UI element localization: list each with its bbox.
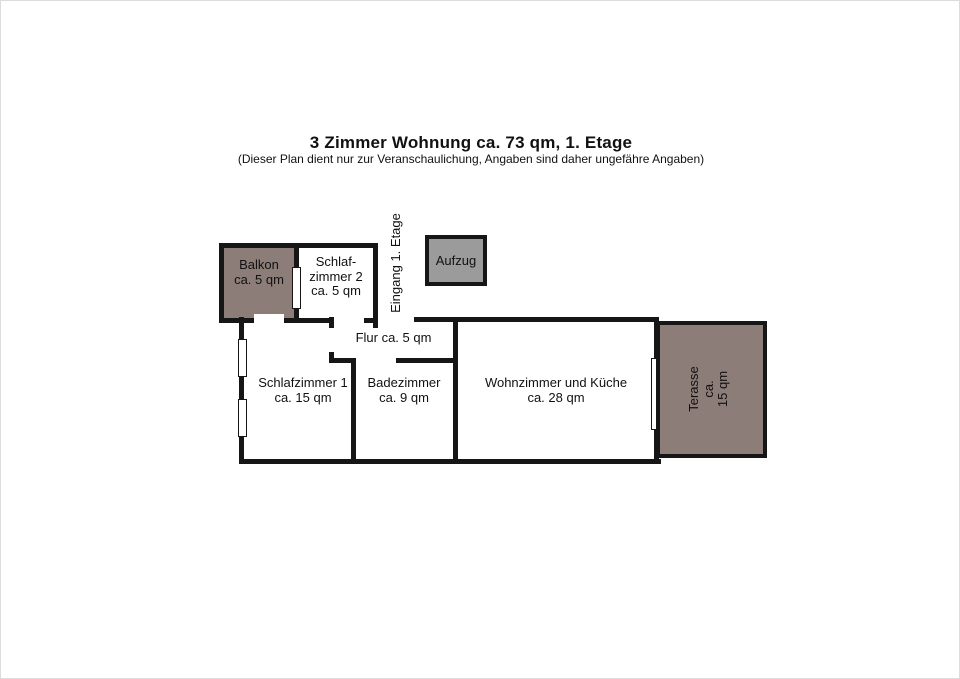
terasse-label: Terasse ca. 15 qm [686, 366, 731, 412]
window-schlafzimmer1-upper [238, 339, 247, 377]
eingang-label: Eingang 1. Etage [388, 213, 403, 313]
page-subtitle: (Dieser Plan dient nur zur Veranschaulichung, Angaben sind daher ungefähre Angaben) [237, 152, 705, 166]
page-title: 3 Zimmer Wohnung ca. 73 qm, 1. Etage [309, 133, 633, 152]
flur-label: Flur ca. 5 qm [355, 330, 432, 345]
wall-flur-bottom-b [396, 358, 454, 363]
wall-top-right [414, 317, 659, 322]
wall-outer-bottom [239, 459, 661, 464]
aufzug-label: Aufzug [435, 253, 477, 268]
schlafzimmer2-label: Schlaf- zimmer 2 ca. 5 qm [309, 254, 363, 299]
schlafzimmer1-label: Schlafzimmer 1 ca. 15 qm [258, 375, 348, 405]
wall-jamb-top-left [329, 317, 334, 328]
door-balkon-opening [254, 314, 284, 325]
room-aufzug [425, 235, 487, 286]
door-schlafzimmer2-flur [334, 317, 364, 324]
wall-schlafzimmer1-badezimmer [351, 358, 356, 464]
balkon-label: Balkon ca. 5 qm [234, 257, 284, 287]
wohnzimmer-label: Wohnzimmer und Küche ca. 28 qm [484, 375, 628, 405]
wall-jamb-top-right [373, 318, 378, 328]
badezimmer-label: Badezimmer ca. 9 qm [367, 375, 441, 405]
